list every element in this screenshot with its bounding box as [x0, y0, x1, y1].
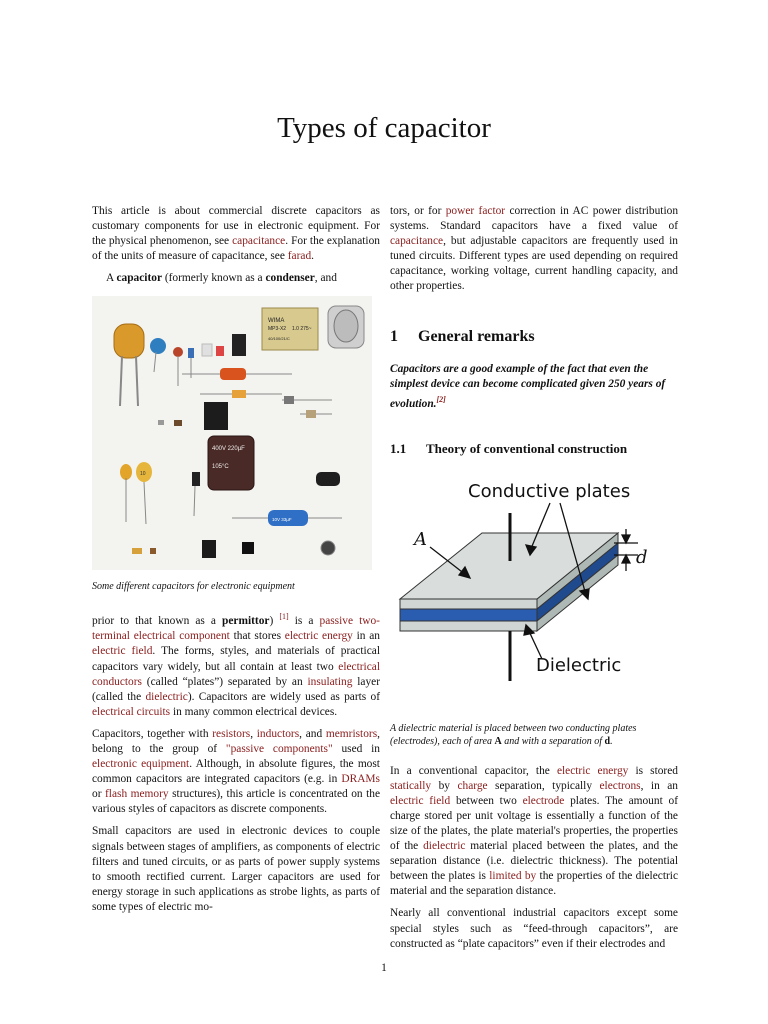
right-column [390, 204, 678, 959]
label-dielectric: Dielectric [536, 654, 622, 676]
quote [390, 362, 678, 412]
text: . [610, 735, 613, 747]
section-title: General remarks [418, 327, 535, 345]
text: , in an [640, 779, 678, 792]
link-electric-field-2[interactable]: electric field [390, 794, 451, 807]
text: prior to that known as a [92, 615, 223, 628]
subsection-heading-theory [390, 441, 678, 456]
text: material placed between the plates, and the separation distance (i.e. dielectric thickness). The potential between the plates is [390, 840, 678, 883]
link-insulating[interactable]: insulating [307, 675, 353, 688]
text: , but adjustable capacitors are frequently used in tuned circuits. Different types are used depending on required capacitance, working voltage, current handling capacity, and other properties. [390, 235, 678, 293]
link-dielectric[interactable]: dielectric [145, 690, 188, 703]
text: used in [332, 743, 380, 756]
link-electric-energy-2[interactable]: electric energy [556, 764, 629, 777]
link-electric-field[interactable]: electric field [92, 645, 153, 658]
text: layer (called the [92, 675, 380, 703]
text: This article is about commercial discrete capacitors as customary components for use in electronic equipment. For the physical phenomenon, see [92, 205, 380, 248]
text: A [106, 272, 117, 285]
reference-link-1[interactable]: [1] [279, 612, 289, 622]
text: in many common electrical devices. [170, 705, 338, 718]
text: ). Capacitors are widely used as parts of [187, 690, 380, 703]
link-electric-energy[interactable]: electric energy [284, 630, 353, 643]
subsection-number: 1.1 [390, 441, 407, 457]
wima-label-2: MP3-X2 [268, 326, 287, 333]
link-statically[interactable]: statically [390, 779, 432, 792]
electrolytic-label-2: 105°C [212, 464, 229, 471]
text: In a conventional capacitor, the [390, 764, 557, 777]
text: A dielectric material is placed between two conducting plates (electrodes), each of area [390, 722, 637, 747]
text: the properties of the dielectric material and the separation distance. [390, 870, 678, 898]
paragraph-intro-end [390, 204, 678, 295]
paragraph-conventional-capacitor [390, 764, 678, 900]
section-heading-general-remarks [390, 329, 678, 344]
label-conductive-plates: Conductive plates [468, 480, 631, 502]
link-charge[interactable]: charge [457, 779, 488, 792]
text: , and [299, 727, 326, 740]
paragraph-small-capacitors: Small capacitors are used in electronic devices to couple signals between stages of amplifiers, as components of electric filters and tuned circuits, or as parts of power supply systems to smooth rectified current. Larger capacitors are used for energy storage in such applications as strobe lights, as parts of some types of electric mo- [92, 825, 380, 913]
link-passive-component[interactable]: passive two-terminal electrical component [92, 615, 380, 643]
left-column [92, 204, 380, 922]
tantalum-label: 10 [140, 471, 146, 478]
label-separation: d [636, 546, 648, 568]
text: correction in AC power distribution systems. Standard capacitors have a fixed value of [390, 205, 679, 233]
paragraph-intro-start [92, 271, 380, 286]
text: that stores [229, 630, 285, 643]
text: , and [314, 272, 337, 285]
axial-label: 10V 33µF [272, 517, 292, 523]
link-electrons[interactable]: electrons [599, 779, 641, 792]
text: (formerly known as a [162, 272, 266, 285]
caption-bold-d: d [604, 735, 611, 747]
photo-caption: Some different capacitors for electronic equipment [92, 581, 295, 593]
paragraph-intro-continued [92, 609, 380, 719]
text: , belong to the group of [92, 727, 380, 756]
text: and with a separation of [501, 735, 605, 747]
link-capacitance[interactable]: capacitance [232, 235, 286, 248]
bold-term-condenser: condenser [265, 272, 315, 285]
label-area: A [414, 528, 427, 550]
text: between two [450, 794, 523, 807]
bold-term-permittor: permittor [222, 615, 270, 628]
link-limited-by[interactable]: limited by [489, 870, 537, 883]
text: is stored [628, 764, 678, 777]
bold-term-capacitor: capacitor [116, 272, 162, 285]
link-electrical-circuits[interactable]: electrical circuits [92, 705, 171, 718]
paragraph-plate-capacitors: Nearly all conventional industrial capacitors except some special styles such as “feed-through capacitors”, are constructed as “plate capacitors” even if their electrodes and [390, 907, 678, 950]
quote-text: Capacitors are a good example of the fact that even the simplest device can become complicated given 250 years of evolution. [390, 362, 666, 410]
electrolytic-label-1: 400V 220µF [212, 446, 245, 453]
link-inductors[interactable]: inductors [256, 727, 300, 740]
text: . For the explanation of the units of measure of capacitance, see [92, 235, 380, 263]
text: . The forms, styles, and materials of practical capacitors vary widely, but all contain at least two [92, 645, 380, 673]
wima-label-3: 1.0 275~ [292, 326, 312, 333]
link-flash-memory[interactable]: flash memory [105, 788, 169, 801]
link-dielectric-2[interactable]: dielectric [423, 840, 466, 853]
capacitor-diagram [390, 471, 670, 709]
wima-label-4: 40/100/21/C [268, 336, 290, 342]
text: Capacitors, together with [92, 727, 213, 740]
text: separation, typically [487, 779, 600, 792]
section-number: 1 [390, 327, 398, 345]
wima-label-1: WIMA [268, 318, 285, 325]
text: . Although, in absolute figures, the most common capacitors are integrated capacitors (e.g. in [92, 758, 380, 786]
link-drams[interactable]: DRAMs [341, 773, 380, 786]
capacitors-illustration [92, 296, 372, 570]
text: or [92, 788, 105, 801]
text: is a [288, 615, 320, 628]
text: in an [352, 630, 380, 643]
page-number: 1 [381, 962, 387, 974]
caption-bold-a: A [494, 735, 502, 747]
text: structures), this article is concentrated on the various styles of capacitors as discrete components. [92, 788, 381, 816]
reference-link-2[interactable]: [2] [436, 394, 446, 404]
link-electronic-equipment[interactable]: electronic equipment [92, 758, 190, 771]
text: (called “plates”) separated by an [141, 675, 308, 688]
link-electrical-conductors[interactable]: electrical conductors [92, 660, 380, 688]
capacitors-photo [92, 296, 372, 570]
article-title: Types of capacitor [277, 112, 491, 144]
text: ) [269, 615, 280, 628]
link-electrode[interactable]: electrode [522, 794, 565, 807]
paragraph-passive-components [92, 727, 380, 818]
text: . [311, 250, 315, 263]
hatnote [92, 204, 380, 264]
diagram-caption [390, 722, 678, 748]
link-capacitance-2[interactable]: capacitance [390, 235, 444, 248]
link-passive-components[interactable]: "passive components" [225, 743, 333, 756]
text: , [250, 727, 257, 740]
link-memristors[interactable]: memristors [325, 727, 378, 740]
text: tors, or for [390, 205, 446, 217]
link-farad[interactable]: farad [287, 250, 312, 263]
subsection-title: Theory of conventional construction [426, 441, 628, 457]
text: plates. The amount of charge stored per unit voltage is essentially a function of the size of the plates, the plate material's properties, the properties of the [390, 794, 679, 853]
text: by [431, 779, 458, 792]
link-power-factor[interactable]: power factor [445, 205, 506, 217]
link-resistors[interactable]: resistors [212, 727, 251, 740]
